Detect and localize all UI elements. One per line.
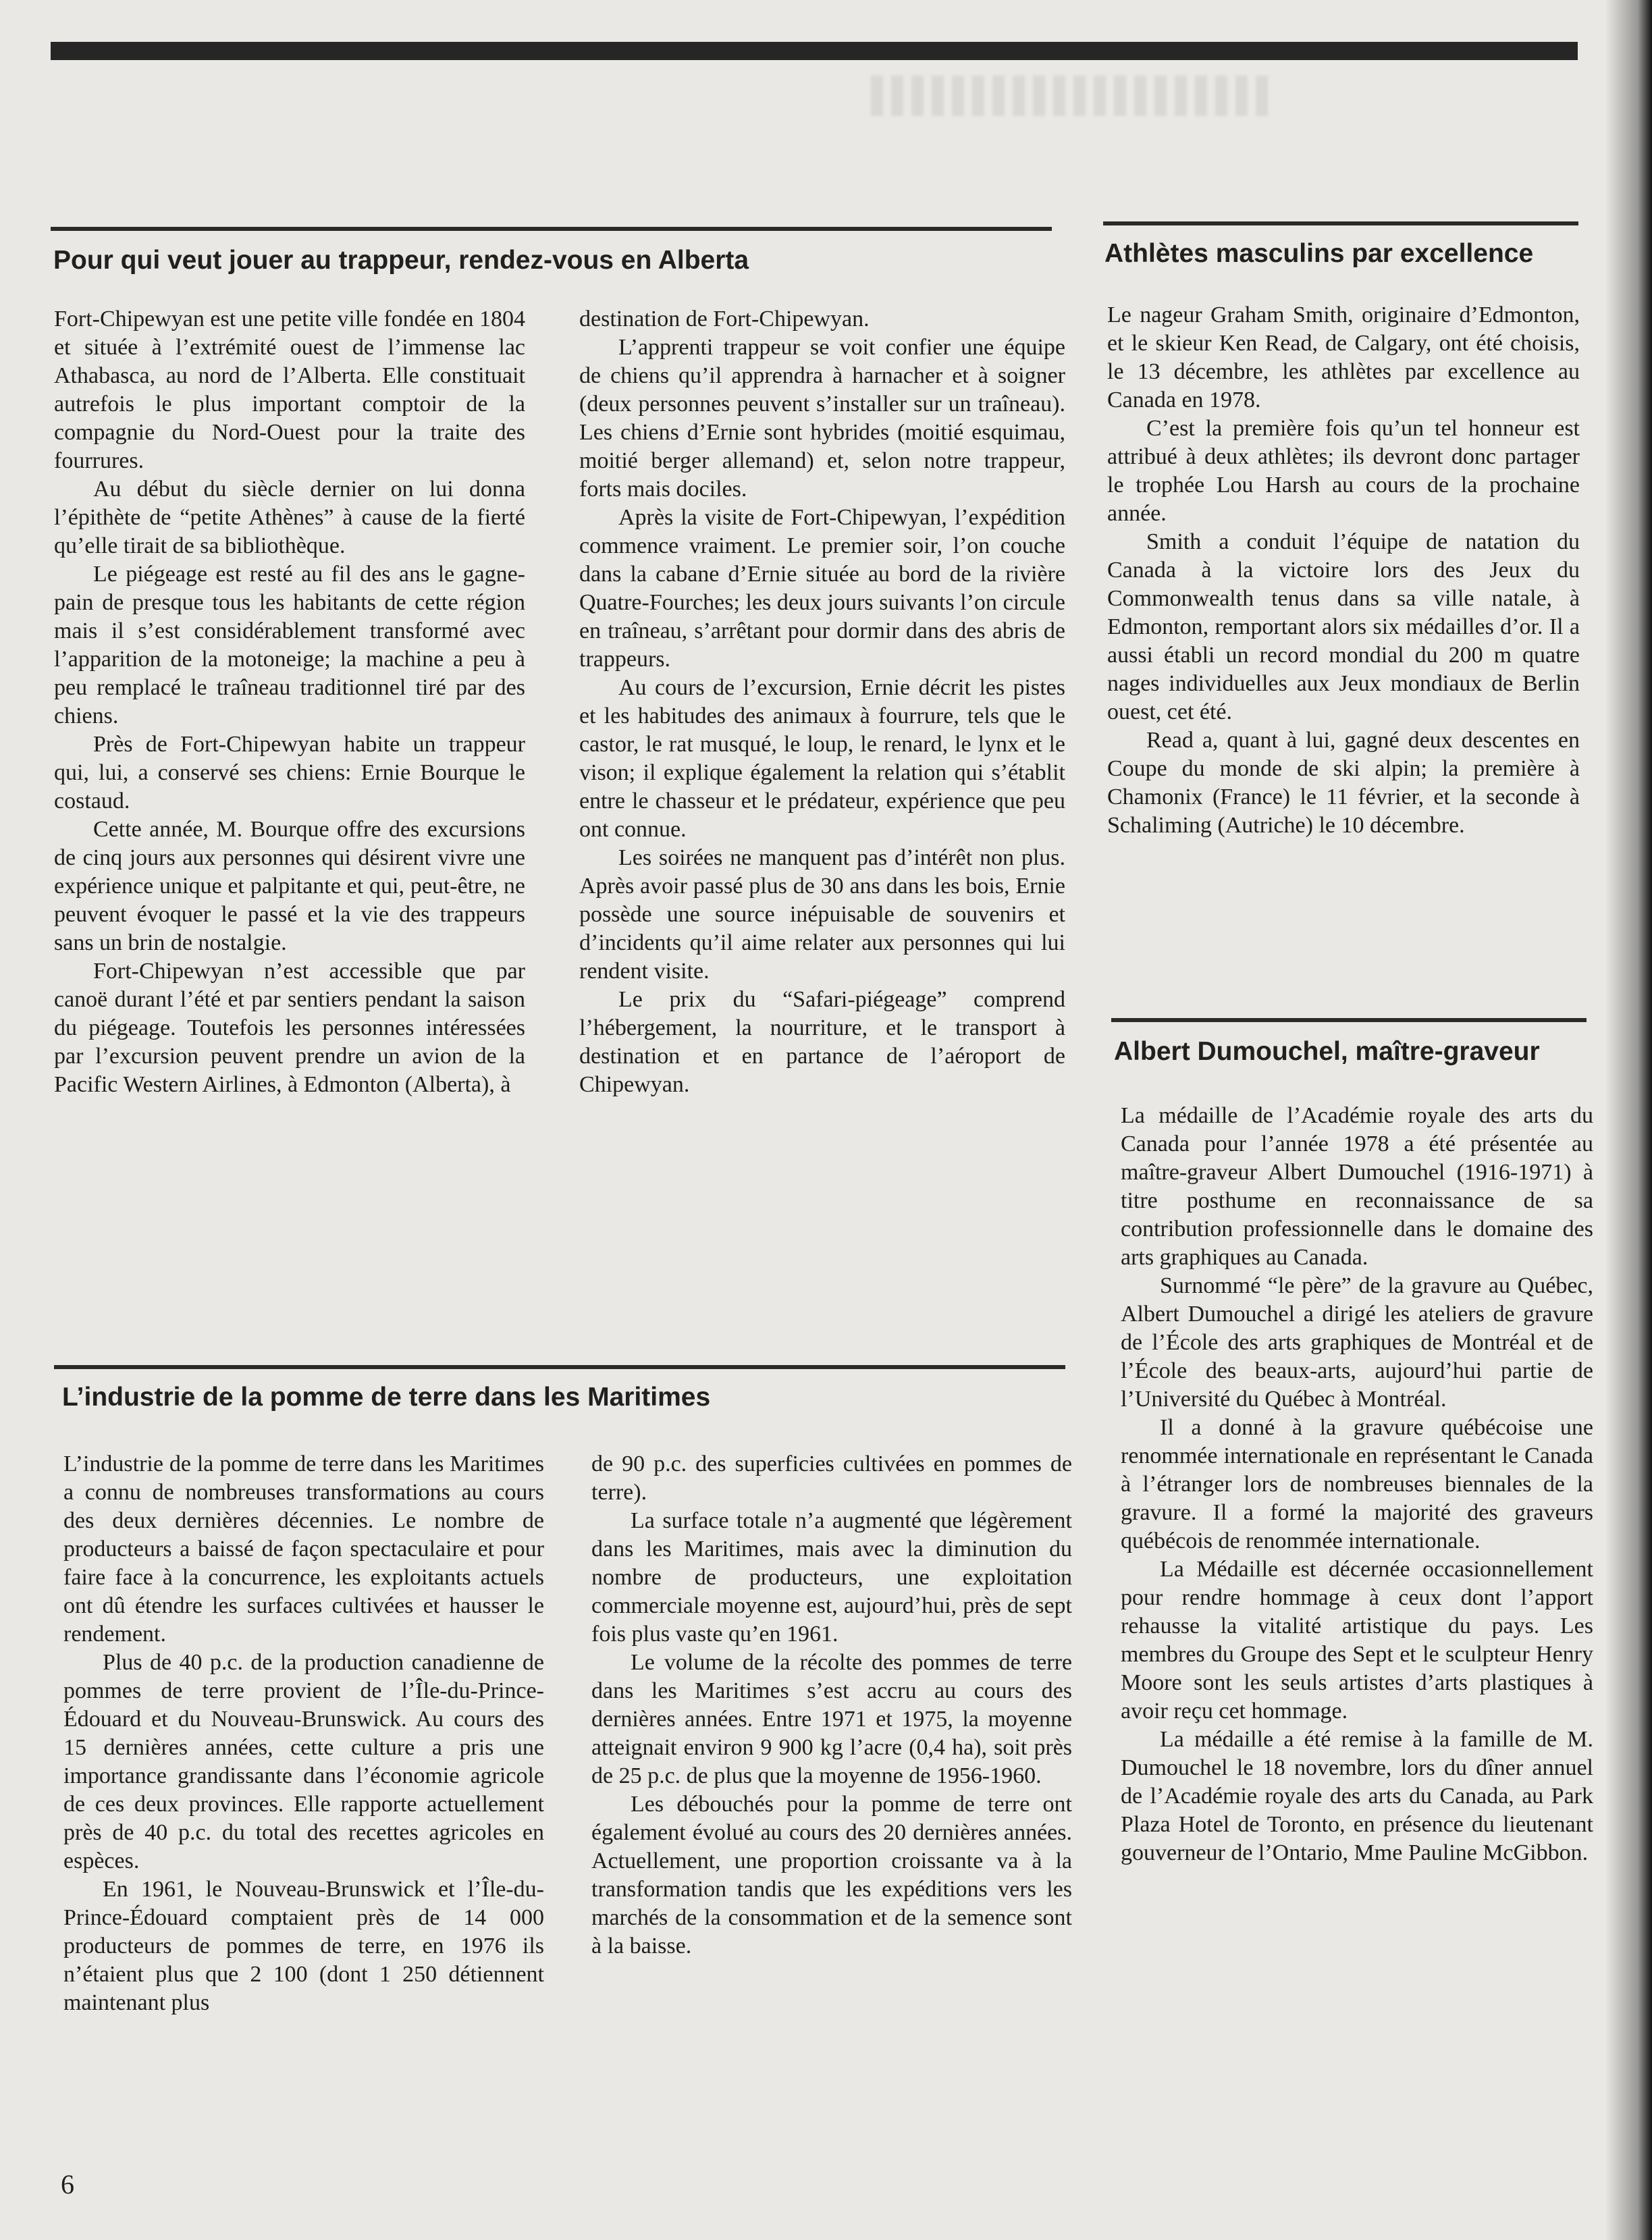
article-rule-dumouchel [1111, 1018, 1587, 1022]
paragraph: Le prix du “Safari-piégeage” comprend l’hébergement, la nourriture, et le transport à destination et en partance de l’aéroport de Chipewyan. [579, 987, 1065, 1097]
article-pomme-column-2 [591, 1450, 1072, 1961]
paragraph: Le volume de la récolte des pommes de terre dans les Maritimes s’est accru au cours des dernières années. Entre 1971 et 1975, la moyenne atteignait environ 9 900 kg l’acre (0,4 ha), soit près de 25 p.c. de plus que la moyenne de 1956-1960. [591, 1650, 1072, 1788]
paragraph: Au cours de l’excursion, Ernie décrit les pistes et les habitudes des animaux à fourrure, tels que le castor, le rat musqué, le loup, le renard, le lynx et le vison; il explique également la relation qui s’établit entre le chasseur et le prédateur, expérience que peu ont connue. [579, 675, 1065, 842]
article-pomme-column-1 [63, 1450, 544, 2017]
article-trappeur-column-2 [579, 305, 1065, 1099]
page-number: 6 [61, 2169, 74, 2199]
headline-trappeur: Pour qui veut jouer au trappeur, rendez-vous en Alberta [53, 246, 749, 275]
paragraph: Smith a conduit l’équipe de natation du Canada à la victoire lors des Jeux du Commonwealth tenus dans sa ville natale, à Edmonton, remportant alors six médailles d’or. Il a aussi établi un record mondial du 200 m quatre nages individuelles aux Jeux mondiaux de Berlin ouest, cet été. [1107, 529, 1580, 724]
paragraph: Au début du siècle dernier on lui donna l’épithète de “petite Athènes” à cause de la fierté qu’elle tirait de sa bibliothèque. [54, 477, 525, 558]
article-rule-trappeur [51, 227, 1052, 231]
paragraph: destination de Fort-Chipewyan. [579, 306, 870, 331]
paragraph: Fort-Chipewyan n’est accessible que par canoë durant l’été et par sentiers pendant la saison du piégeage. Toutefois les personnes intéressées par l’excursion peuvent prendre un avion de la Pacific Western Airlines, à Edmonton (Alberta), à [54, 959, 525, 1097]
paragraph: C’est la première fois qu’un tel honneur est attribué à deux athlètes; ils devront donc partager le trophée Lou Harsh au cours de la prochaine année. [1107, 416, 1580, 526]
paragraph: La Médaille est décernée occasionnellement pour rendre hommage à ceux dont l’apport rehausse la vitalité artistique du pays. Les membres du Groupe des Sept et le sculpteur Henry Moore sont les seuls artistes d’arts plastiques à avoir reçu cet hommage. [1121, 1557, 1593, 1724]
article-trappeur-column-1 [54, 305, 525, 1099]
paragraph: Le nageur Graham Smith, originaire d’Edmonton, et le skieur Ken Read, de Calgary, ont été choisis, le 13 décembre, les athlètes par excellence au Canada en 1978. [1107, 302, 1580, 412]
article-athletes-column [1107, 301, 1580, 840]
paragraph: La surface totale n’a augmenté que légèrement dans les Maritimes, mais avec la diminution du nombre de producteurs, une exploitation commerciale moyenne est, aujourd’hui, près de sept fois plus vaste qu’en 1961. [591, 1508, 1072, 1647]
reverse-page-show-through [871, 76, 1276, 116]
paragraph: En 1961, le Nouveau-Brunswick et l’Île-du-Prince-Édouard comptaient près de 14 000 producteurs de pommes de terre, en 1976 ils n’étaient plus que 2 100 (dont 1 250 détiennent maintenant plus [63, 1877, 544, 2015]
paragraph: Fort-Chipewyan est une petite ville fondée en 1804 et située à l’extrémité ouest de l’immense lac Athabasca, au nord de l’Alberta. Elle constituait autrefois le plus important comptoir de la compagnie du Nord-Ouest pour la traite des fourrures. [54, 306, 525, 473]
paragraph: Après la visite de Fort-Chipewyan, l’expédition commence vraiment. Le premier soir, l’on couche dans la cabane d’Ernie située au bord de la rivière Quatre-Fourches; les deux jours suivants l’on circule en traîneau, s’arrêtant pour dormir dans des abris de trappeurs. [579, 505, 1065, 672]
paragraph: de 90 p.c. des superficies cultivées en pommes de terre). [591, 1451, 1072, 1505]
top-border-bar [51, 42, 1578, 60]
headline-dumouchel: Albert Dumouchel, maître-graveur [1114, 1037, 1540, 1066]
article-rule-athletes [1103, 221, 1578, 225]
article-rule-pomme [54, 1365, 1065, 1369]
paragraph: La médaille de l’Académie royale des arts du Canada pour l’année 1978 a été présentée au maître-graveur Albert Dumouchel (1916-1971) à titre posthume en reconnaissance de sa contribution professionnelle dans le domaine des arts graphiques au Canada. [1121, 1103, 1593, 1270]
paragraph: Les débouchés pour la pomme de terre ont également évolué au cours des 20 dernières années. Actuellement, une proportion croissante va à la transformation tandis que les expéditions vers les marchés de la consommation et de la semence sont à la baisse. [591, 1792, 1072, 1958]
paragraph: Cette année, M. Bourque offre des excursions de cinq jours aux personnes qui désirent vivre une expérience unique et palpitante et qui, peut-être, ne peuvent évoquer le passé et la vie des trappeurs sans un brin de nostalgie. [54, 817, 525, 955]
paragraph: Le piégeage est resté au fil des ans le gagne-pain de presque tous les habitants de cette région mais il s’est considérablement transformé avec l’apparition de la motoneige; la machine a peu à peu remplacé le traîneau traditionnel tiré par des chiens. [54, 562, 525, 728]
paragraph: L’industrie de la pomme de terre dans les Maritimes a connu de nombreuses transformations au cours des deux dernières décennies. Le nombre de producteurs a baissé de façon spectaculaire et pour faire face à la concurrence, les exploitants actuels ont dû étendre les surfaces cultivées et hausser le rendement. [63, 1451, 544, 1647]
paragraph: L’apprenti trappeur se voit confier une équipe de chiens qu’il apprendra à harnacher et à soigner (deux personnes peuvent s’installer sur un traîneau). Les chiens d’Ernie sont hybrides (moitié esquimau, moitié berger allemand) et, selon notre trappeur, forts mais dociles. [579, 335, 1065, 502]
headline-athletes: Athlètes masculins par excellence [1104, 239, 1534, 268]
page-edge-shadow [1605, 0, 1652, 2240]
paragraph: Plus de 40 p.c. de la production canadienne de pommes de terre provient de l’Île-du-Prince-Édouard et du Nouveau-Brunswick. Au cours des 15 dernières années, cette culture a pris une importance grandissante dans l’économie agricole de ces deux provinces. Elle rapporte actuellement près de 40 p.c. du total des recettes agricoles en espèces. [63, 1650, 544, 1873]
paragraph: Surnommé “le père” de la gravure au Québec, Albert Dumouchel a dirigé les ateliers de gravure de l’École des arts graphiques de Montréal et de l’École des beaux-arts, aujourd’hui partie de l’Université du Québec à Montréal. [1121, 1273, 1593, 1412]
paragraph: Il a donné à la gravure québécoise une renommée internationale en représentant le Canada à l’étranger lors de nombreuses biennales de la gravure. Il a formé la majorité des graveurs québécois de renommée internationale. [1121, 1415, 1593, 1553]
paragraph: Les soirées ne manquent pas d’intérêt non plus. Après avoir passé plus de 30 ans dans les bois, Ernie possède une source inépuisable de souvenirs et d’incidents qu’il aime relater aux personnes qui lui rendent visite. [579, 845, 1065, 984]
paragraph: Près de Fort-Chipewyan habite un trappeur qui, lui, a conservé ses chiens: Ernie Bourque le costaud. [54, 732, 525, 814]
paragraph: La médaille a été remise à la famille de M. Dumouchel le 18 novembre, lors du dîner annuel de l’Académie royale des arts du Canada, au Park Plaza Hotel de Toronto, en présence du lieutenant gouverneur de l’Ontario, Mme Pauline McGibbon. [1121, 1727, 1593, 1865]
article-dumouchel-column [1121, 1102, 1593, 1867]
paragraph: Read a, quant à lui, gagné deux descentes en Coupe du monde de ski alpin; la première à Chamonix (France) le 11 février, et la seconde à Schaliming (Autriche) le 10 décembre. [1107, 728, 1580, 838]
headline-pomme-de-terre: L’industrie de la pomme de terre dans les Maritimes [62, 1383, 711, 1412]
